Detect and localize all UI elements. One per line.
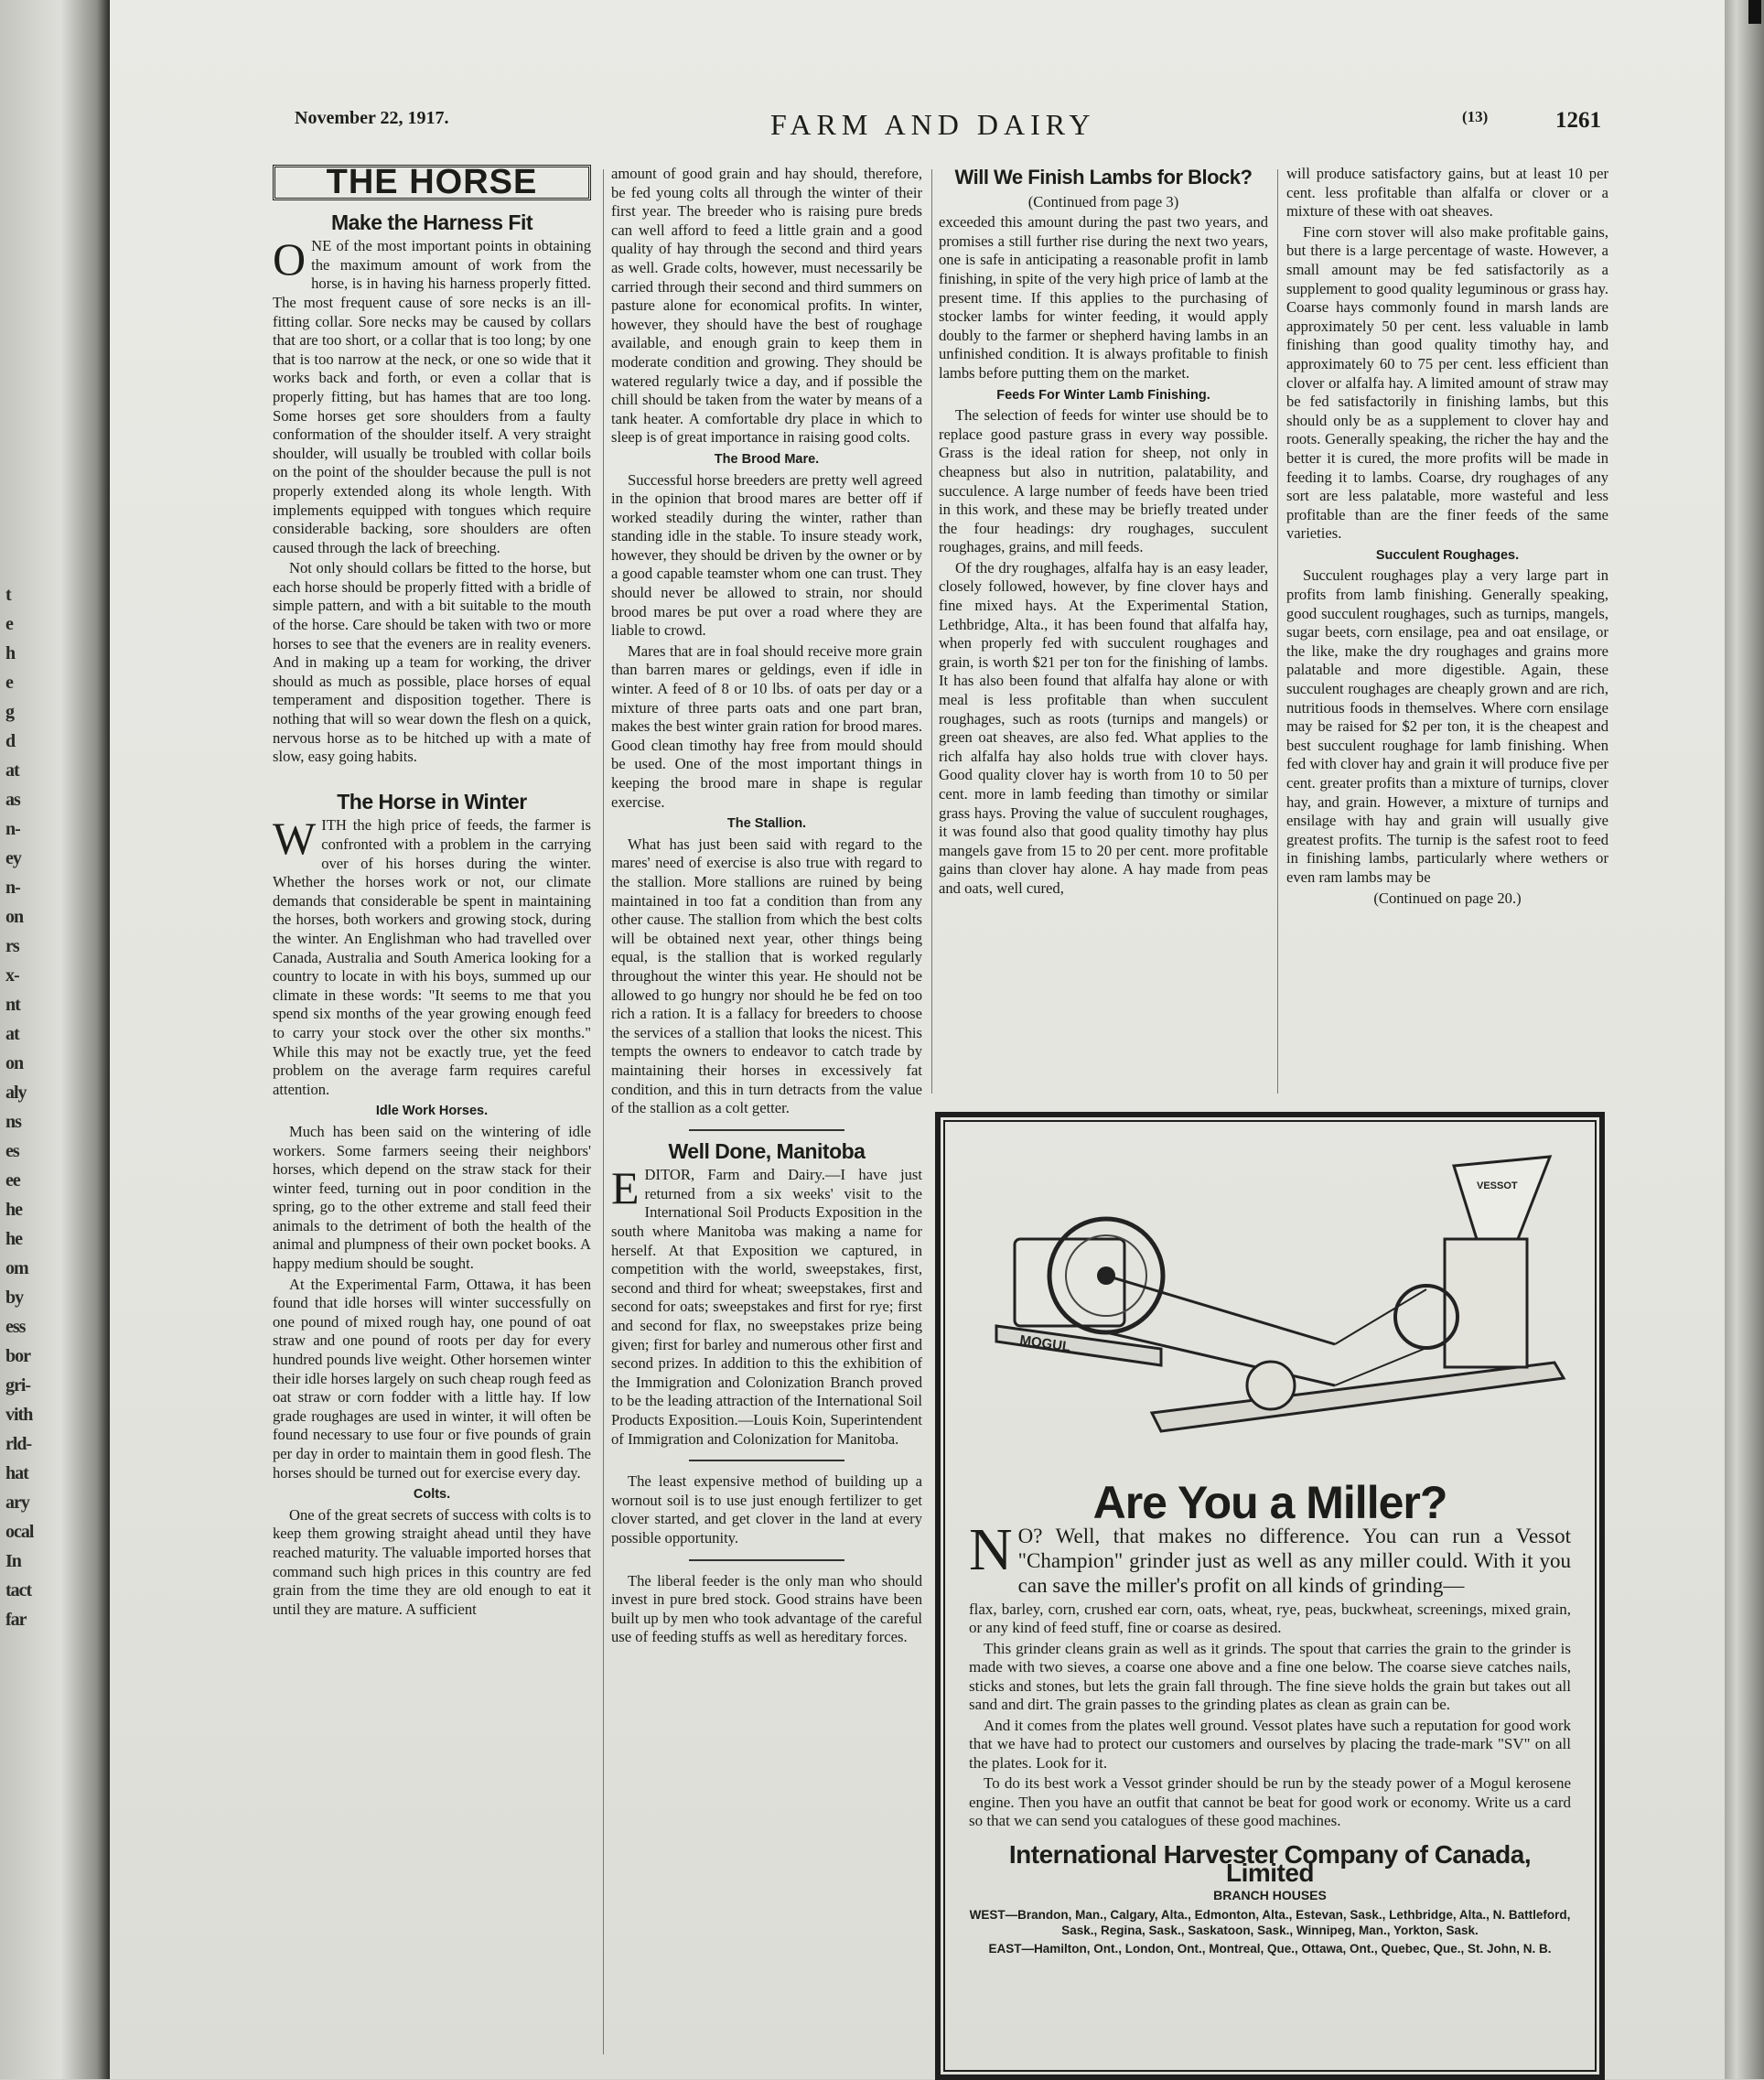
article-paragraph: The selection of feeds for winter use should be to replace good pasture grass in every way possible. Grass is the ideal ration for sheep, not only in cheapness but also in nutrition, palatability, and succulence. A large number of feeds have been tried in this work, and these may be briefly treated under the four headings: dry roughages, succulent roughages, grains, and mill feeds. <box>939 406 1268 556</box>
pulley <box>1247 1362 1295 1409</box>
advertisement-inner <box>943 1120 1597 2072</box>
article-paragraph <box>273 813 591 1099</box>
section-title-box: THE HORSE <box>273 165 591 200</box>
column-divider <box>603 169 604 2054</box>
article-paragraph: Fine corn stover will also make profitable gains, but there is a large percentage of waste. However, a small amount may be fed satisfactorily as a supplement to good quality leguminous or grass hay. Coarse hays commonly found in marsh lands are approximately 50 per cent. less valuable in lamb finishing than good quality timothy hay, and approximately 60 to 75 per cent. less efficient than clover or alfalfa hay. A limited amount of straw may be fed satisfactorily in finishing lambs, but this should only be as a supplement to clover hay and roots. Generally speaking, the richer the hay and the better it is cured, the more profits will be made in feeding it to lambs. Coarse, dry roughages of any sort are less palatable, more wasteful and less profitable than are the finer feeds of the same varieties. <box>1286 222 1608 543</box>
article-paragraph <box>611 1162 922 1449</box>
west-branches: WEST—Brandon, Man., Calgary, Alta., Edmonton, Alta., Estevan, Sask., Lethbridge, Alta., N. Battleford, Sask., Regina, Sask., Saskatoon, Sask., Winnipeg, Man., Yorkton, Sask. <box>969 1908 1571 1937</box>
subheading-colts: Colts. <box>413 1487 451 1503</box>
article-paragraph <box>273 233 591 557</box>
filler-paragraph: The least expensive method of building up a wornout soil is to use just enough fertilizer to get clover started, and get clover in the land at every possible opportunity. <box>611 1472 922 1547</box>
grinder-label: VESSOT <box>1477 1180 1518 1191</box>
binding-fragment: at <box>5 1024 19 1044</box>
article-paragraph: Succulent roughages play a very large part in profits from lamb finishing. Generally speaking, good succulent roughages, such as turnips, mangels, sugar beets, corn ensilage, pea and oat ensilage, or the like, make the dry roughages and grains more palatable and more digestible. Again, these succulent roughages are cheaply grown and are rich, nutritious foods in themselves. Where corn ensilage may be raised for $2 per ton, it is the cheapest and best succulent roughage for lamb finishing. When fed with clover hay and grain it will produce five per cent. greater profits than a mixture of turnips, clover hay, and grain. However, a mixture of turnips and ensilage with hay and grain will usually give greatest profits. The turnip is the safest root to feed in finishing lambs, particularly where wethers or even ram lambs may be <box>1286 566 1608 886</box>
binding-fragment: h <box>5 643 16 663</box>
filler-paragraph: The liberal feeder is the only man who should invest in pure bred stock. Good strains have been built up by men who took advantage of the careful use of feeding stuffs as well as hereditary forces. <box>611 1571 922 1646</box>
article-paragraph: exceeded this amount during the past two years, and promises a still further rise during the next two years, one is safe in anticipating a reasonable profit in lamb finishing, in spite of the very high price of lamb at the present time. If this applies to the purchasing of stocker lambs for winter feeding, it would apply doubly to the farmer or shepherd having lambs in an unfinished condition. It is always profitable to finish lambs before putting them on the market. <box>939 213 1268 382</box>
binding-fragment: far <box>5 1610 27 1630</box>
article-paragraph: What has just been said with regard to the mares' need of exercise is also true with regard to the stallion. More stallions are ruined by being maintained in too fat a condition than from any other cause. The stallion from which the best colts will be obtained next year, other things being equal, is the stallion that is worked regularly throughout the winter this year. He should not be allowed to go hungry nor should he be fed on too rich a ration. It is a fallacy for breeders to choose the services of a stallion that looks the nicest. This tempts the owners to endeavor to catch trade by maintaining their horses in excessively fat condition, and this in turn detracts from the value of the stallion as a colt getter. <box>611 835 922 1117</box>
grinder-body <box>1445 1239 1527 1367</box>
binding-fragment: on <box>5 1053 24 1073</box>
header-issue-number: (13) <box>1462 108 1489 125</box>
section-rule <box>689 1460 844 1461</box>
ad-paragraph: To do its best work a Vessot grinder should be run by the steady power of a Mogul kerosene engine. Then you have an outfit that cannot be beat for good work or economy. Write us a card so that we can send you catalogues of these good machines. <box>969 1774 1571 1829</box>
binding-fragment: tact <box>5 1580 32 1600</box>
machinery-drawing <box>969 1138 1587 1486</box>
paragraph-text: ITH the high price of feeds, the farmer is confronted with a problem in the carrying over of his horses during the winter. Whether the horses work or not, our climate demands that considerable be spent in maintaining the horses, both workers and growing stock, during the winter. An Englishman who had travelled over Canada, Australia and South America looking for a country to locate in with his boys, summed up our climate in these words: "It seems to me that you spend six months of the year growing enough feed to carry your stock over the other six months." While this may not be exactly true, yet the feed problem on the average farm requires careful attention. <box>273 816 591 1098</box>
drop-cap: O <box>273 233 307 286</box>
binding-fragment: rld- <box>5 1434 32 1454</box>
continued-from: (Continued from page 3) <box>1027 192 1179 210</box>
advertiser-name: International Harvester Company of Canada, Limited <box>1008 1839 1532 1887</box>
subheading-brood-mare: The Brood Mare. <box>714 451 820 467</box>
east-branches: EAST—Hamilton, Ont., London, Ont., Montreal, Que., Ottawa, Ont., Quebec, Que., St. John, N. B. <box>988 1942 1552 1956</box>
branch-houses-label: BRANCH HOUSES <box>1213 1887 1327 1902</box>
article-title-lambs: Will We Finish Lambs for Block? <box>954 166 1253 189</box>
binding-fragment: by <box>5 1288 24 1308</box>
engine-base-label: MOGUL <box>1018 1332 1072 1355</box>
binding-fragment: e <box>5 673 13 693</box>
binding-fragment: n- <box>5 878 20 898</box>
binding-fragment: hat <box>5 1463 28 1483</box>
binding-fragment: ess <box>5 1317 26 1337</box>
column-divider <box>1277 169 1278 1094</box>
subheading-feeds: Feeds For Winter Lamb Finishing. <box>996 387 1210 403</box>
page-right-edge <box>1725 0 1764 2079</box>
binding-fragment: t <box>5 585 11 605</box>
continued-on: (Continued on page 20.) <box>1373 889 1522 907</box>
ad-headline: Are You a Miller? <box>1092 1477 1447 1528</box>
ad-lead <box>969 1515 1571 1598</box>
subheading-succulent: Succulent Roughages. <box>1375 547 1520 563</box>
belt-to-grinder-upper <box>1335 1289 1426 1344</box>
binding-fragment: d <box>5 731 16 751</box>
binding-fragment: as <box>5 790 20 810</box>
binding-fragment: nt <box>5 995 20 1015</box>
subheading-idle: Idle Work Horses. <box>375 1104 489 1119</box>
binding-fragment: rs <box>5 936 19 956</box>
binding-fragment: ocal <box>5 1522 34 1542</box>
article-paragraph: will produce satisfactory gains, but at least 10 per cent. less profitable than alfalfa or clover or a mixture of these with oat sheaves. <box>1286 165 1608 221</box>
article-paragraph: Mares that are in foal should receive more grain than barren mares or geldings, even if idle in winter. A feed of 8 or 10 lbs. of oats per day or a mixture of three parts oats and one part bran, makes the best winter grain ration for brood mares. Good clean timothy hay free from mould should be used. One of the most important things in keeping the brood mare in shape is regular exercise. <box>611 641 922 811</box>
binding-fragment: In <box>5 1551 21 1571</box>
binding-fragment: on <box>5 907 24 927</box>
advertisement <box>935 1112 1605 2080</box>
article-title-horse-winter: The Horse in Winter <box>337 789 527 814</box>
article-title-harness: Make the Harness Fit <box>330 210 533 234</box>
edge-marker <box>1748 0 1761 24</box>
ad-paragraph: And it comes from the plates well ground. Vessot plates have such a reputation for good work that we have had to protect our customers and ourselves by placing the trade-mark "SV" on all the plates. Look for it. <box>969 1716 1571 1772</box>
binding-fragment: g <box>5 702 14 722</box>
header-publication: FARM AND DAIRY <box>770 108 1096 141</box>
column-4 <box>1286 165 1608 910</box>
article-paragraph: Successful horse breeders are pretty well agreed in the opinion that brood mares are better off if worked steadily during the winter, rather than standing idle in the stable. To insure steady work, however, they should be driven by the owner or by a good capable teamster whom one can trust. They should never be allowed to strain, nor should brood mares be put over a road where they are liable to crowd. <box>611 470 922 640</box>
drop-cap: N <box>969 1515 1013 1583</box>
binding-fragment: om <box>5 1258 28 1278</box>
header-date: November 22, 1917. <box>295 108 449 128</box>
paragraph-text: DITOR, Farm and Dairy.—I have just returned from a six weeks' visit to the International Soil Products Exposition in the south where Manitoba was making a name for herself. At that Exposition we captured, in competition with the world, sweepstakes, first, second and third for wheat; sweepstakes, first and second for oats; sweepstakes and first for rye; first and second for flax, no sweepstakes prize being given; first for barley and numerous other first and second prizes. In addition to this the exhibition of the Immigration and Colonization Branch proved to be the leading attraction of the International Soil Products Exposition.—Louis Koin, Superintendent of Immigration and Colonization for Manitoba. <box>611 1166 922 1448</box>
drop-cap: W <box>273 813 317 865</box>
section-rule <box>689 1559 844 1561</box>
article-paragraph: Not only should collars be fitted to the horse, but each horse should be properly fitted with a bridle of simple pattern, and with a bit suitable to the mouth of the horse. Care should be taken with two or more horses to see that the eveners are in reality eveners. And in making up a team for working, the driver should as much as possible, place horses of equal temperament and disposition together. There is nothing that will so wear down the flesh on a quick, nervous horse as to be hitched up with a mate of slow, easy going habits. <box>273 559 591 766</box>
binding-fragment: ary <box>5 1493 29 1513</box>
grinder-base <box>1152 1363 1564 1431</box>
binding-fragment: at <box>5 760 19 781</box>
subheading-stallion: The Stallion. <box>726 816 807 832</box>
engine-grinder-illustration <box>969 1138 1571 1486</box>
binding-fragment: ee <box>5 1170 20 1191</box>
column-3 <box>939 165 1268 900</box>
binding-fragment: vith <box>5 1405 33 1425</box>
article-title-manitoba: Well Done, Manitoba <box>668 1138 866 1163</box>
column-divider <box>931 169 932 1094</box>
binding-fragment: x- <box>5 965 19 986</box>
ad-paragraph: flax, barley, corn, crushed ear corn, oats, wheat, rye, peas, buckwheat, screenings, mixed grain, or any kind of feed stuff, fine or coarse as desired. <box>969 1600 1571 1636</box>
grinder-hopper <box>1454 1157 1550 1239</box>
binding-fragment: he <box>5 1229 22 1249</box>
drive-belt-upper <box>1106 1276 1335 1344</box>
binding-fragment: ey <box>5 848 21 868</box>
ad-lead-text: O? Well, that makes no difference. You can run a Vessot "Champion" grinder just as well as any miller could. With it you can save the miller's profit on all kinds of grinding— <box>1017 1524 1571 1597</box>
section-rule <box>689 1129 844 1131</box>
column-1 <box>273 165 591 1621</box>
article-paragraph: amount of good grain and hay should, therefore, be fed young colts all through the winter of their first year. The breeder who is raising pure breds can well afford to feed a little grain and a good quality of hay through the second and third years as well. Grade colts, however, must necessarily be carried through their second and third summers on pasture alone for economical profits. In winter, however, they should have the best of roughage available, and enough grain to keep them in moderate condition and growing. They should be watered regularly twice a day, and if possible the chill should be taken from the water by means of a tank heater. A comfortable dry place in which to sleep is of great importance in raising good colts. <box>611 165 922 447</box>
binding-fragment: gri- <box>5 1375 31 1396</box>
article-paragraph: Much has been said on the wintering of idle workers. Some farmers seeing their neighbors' horses, which depend on the straw stack for their winter feed, turning out in poor condition in the spring, go to the other extreme and stall feed their animals to the detriment of both the health of the animal and plumpness of their own pocket books. A happy medium should be sought. <box>273 1122 591 1273</box>
binding-fragment: e <box>5 614 13 634</box>
binding-fragment: bor <box>5 1346 30 1366</box>
article-paragraph: One of the great secrets of success with colts is to keep them growing straight ahead until they have reached maturity. The valuable imported horses that command such high prices in this country are fed grain from the time they are old enough to eat it until they are mature. A sufficient <box>273 1505 591 1618</box>
article-paragraph: At the Experimental Farm, Ottawa, it has been found that idle horses will winter successfully on one pound of mixed rough hay, one pound of oat straw and one pound of roots per day for every hundred pounds live weight. Other horsemen winter their idle horses largely on such cheap rough feed as oat straw or corn fodder with a little hay. If low grade roughages are used in winter, it will often be found necessary to use four or five pounds of grain per day in order to maintain them in good flesh. The horses should be turned out for exercise every day. <box>273 1275 591 1482</box>
binding-fragment: n- <box>5 819 20 839</box>
column-2 <box>611 165 922 1649</box>
binding-fragment: ns <box>5 1112 21 1132</box>
header-page-number: 1261 <box>1555 108 1601 133</box>
drop-cap: E <box>611 1162 640 1214</box>
ad-paragraph: This grinder cleans grain as well as it grinds. The spout that carries the grain to the grinder is made with two sieves, a coarse one above and a fine one below. The coarse sieve catches nails, sticks and stones, but lets the grain fall through. The fine sieve holds the grain but takes out all sand and dirt. The grain passes to the grinding plates as clean as grain can be. <box>969 1639 1571 1713</box>
paragraph-text: NE of the most important points in obtaining the maximum amount of work from the horse, is in having his harness properly fitted. The most frequent cause of sore necks is an ill-fitting collar. Sore necks may be caused by collars that are too short, or a collar that is too long; by one that is too narrow at the neck, or one so wide that it works back and forth, or even a collar that is properly fitting, but has hames that are too long. Some horses get sore shoulders from a faulty conformation of the shoulder itself. A very straight shoulder, will usually be troubled with collar boils on the point of the shoulder because the pull is not properly extended along its whole length. With implements equipped with tongues which require considerable backing, sore shoulders are often caused through the lack of breeching. <box>273 237 591 556</box>
binding-fragment: he <box>5 1200 22 1220</box>
article-paragraph: Of the dry roughages, alfalfa hay is an easy leader, closely followed, however, by fine clover hays and fine mixed hays. At the Experimental Station, Lethbridge, Alta., it has been found that alfalfa hay, when properly fed with succulent roughages and grain, is worth $21 per ton for the finishing of lambs. It has also been found that alfalfa hay alone or with meal is less profitable than when succulent roughages, such as roots (turnips and mangels) or green oat sheaves, are also fed. What applies to the rich alfalfa hay also holds true with clover hays. Good quality clover hay is worth from 10 to 50 per cent. more in lamb feeding than timothy or similar grass hays. Proving the value of succulent roughages, it was found also that good quality timothy hay plus mangels gave from 15 to 20 per cent. more profitable gains than clover hay alone. A hay made from peas and oats, well cured, <box>939 558 1268 897</box>
binding-fragment: aly <box>5 1083 27 1103</box>
binding-fragment: es <box>5 1141 19 1161</box>
